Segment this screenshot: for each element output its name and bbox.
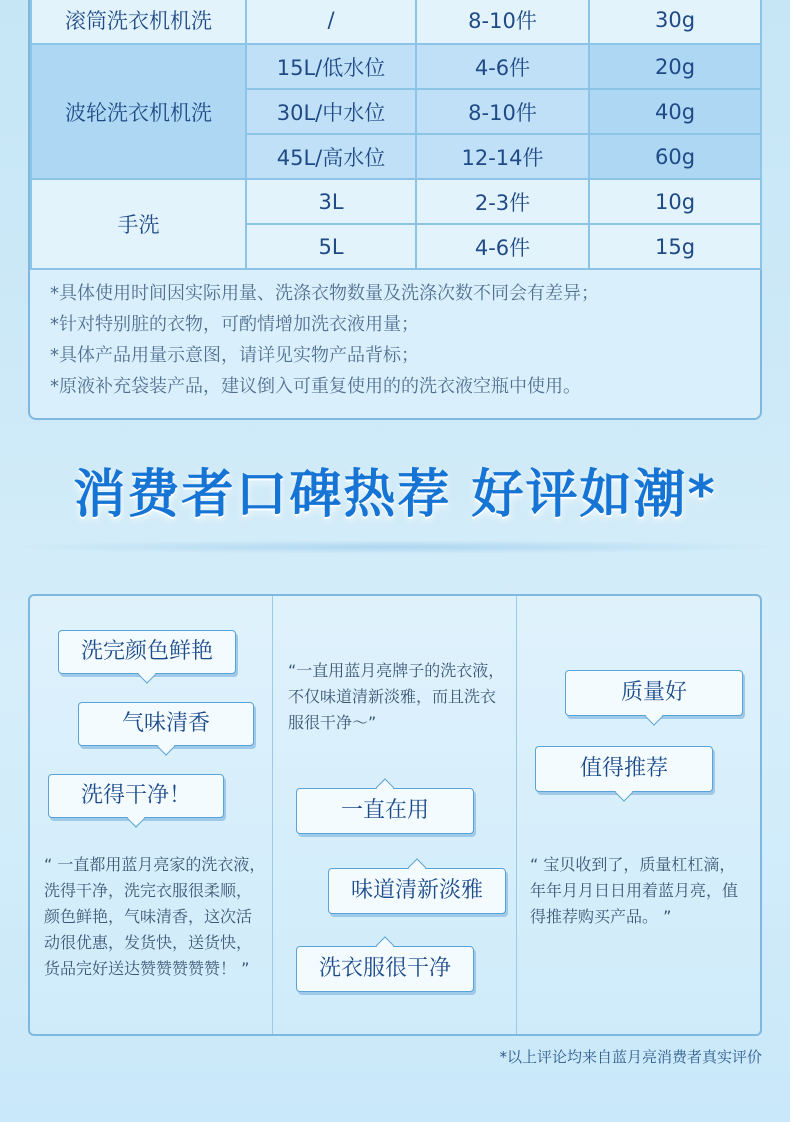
column-divider	[272, 596, 273, 1034]
usage-table-card	[28, 0, 762, 420]
review-tag: 洗得干净！	[48, 774, 224, 818]
note-line: *原液补充袋装产品，建议倒入可重复使用的的洗衣液空瓶中使用。	[50, 376, 581, 397]
table-row	[31, 179, 761, 224]
table-row	[31, 0, 761, 44]
dose-cell: 30g	[589, 0, 761, 44]
dose-cell: 60g	[589, 134, 761, 179]
method-cell: 滚筒洗衣机机洗	[31, 0, 246, 44]
review-tag: 洗完颜色鲜艳	[58, 630, 236, 674]
note-line: *针对特别脏的衣物，可酌情增加洗衣液用量；	[50, 314, 419, 335]
method-cell: 波轮洗衣机机洗	[31, 44, 246, 179]
review-quote: “ 宝贝收到了，质量杠杠滴，年年月月日日用着蓝月亮，值得推荐购买产品。 ”	[530, 855, 739, 926]
method-cell: 手洗	[31, 179, 246, 269]
usage-table	[30, 0, 762, 270]
review-tag: 值得推荐	[535, 746, 713, 792]
review-tag: 洗衣服很干净	[296, 946, 474, 992]
table-row	[31, 44, 761, 89]
items-cell: 4-6件	[416, 44, 589, 89]
review-tag: 气味清香	[78, 702, 254, 746]
dose-cell: 10g	[589, 179, 761, 224]
items-cell: 8-10件	[416, 0, 589, 44]
dose-cell: 20g	[589, 44, 761, 89]
items-cell: 4-6件	[416, 224, 589, 269]
usage-notes	[50, 278, 740, 402]
section-heading: 消费者口碑热荐 好评如潮*	[73, 465, 717, 525]
review-tag: 一直在用	[296, 788, 474, 834]
review-tag: 味道清新淡雅	[328, 868, 506, 914]
note-line: *具体使用时间因实际用量、洗涤衣物数量及洗涤次数不同会有差异；	[50, 283, 599, 304]
water-cell: 15L/低水位	[246, 44, 416, 89]
column-divider	[516, 596, 517, 1034]
review-quote: “ 一直都用蓝月亮家的洗衣液，洗得干净，洗完衣服很柔顺，颜色鲜艳，气味清香，这次活动很优惠，发货快，送货快，货品完好送达赞赞赞赞赞！ ”	[44, 855, 266, 978]
dose-cell: 40g	[589, 89, 761, 134]
review-tag: 质量好	[565, 670, 743, 716]
water-cell: 5L	[246, 224, 416, 269]
water-cell: 30L/中水位	[246, 89, 416, 134]
water-cell: 45L/高水位	[246, 134, 416, 179]
note-line: *具体产品用量示意图，请详见实物产品背标；	[50, 345, 419, 366]
review-quote: “一直用蓝月亮牌子的洗衣液，不仅味道清新淡雅，而且洗衣服很干净～”	[288, 661, 505, 732]
footnote: *以上评论均来自蓝月亮消费者真实评价	[499, 1048, 762, 1066]
water-cell: 3L	[246, 179, 416, 224]
items-cell: 8-10件	[416, 89, 589, 134]
dose-cell: 15g	[589, 224, 761, 269]
heading-divider	[0, 540, 790, 554]
reviews-card	[28, 594, 762, 1036]
water-cell: /	[246, 0, 416, 44]
items-cell: 2-3件	[416, 179, 589, 224]
items-cell: 12-14件	[416, 134, 589, 179]
